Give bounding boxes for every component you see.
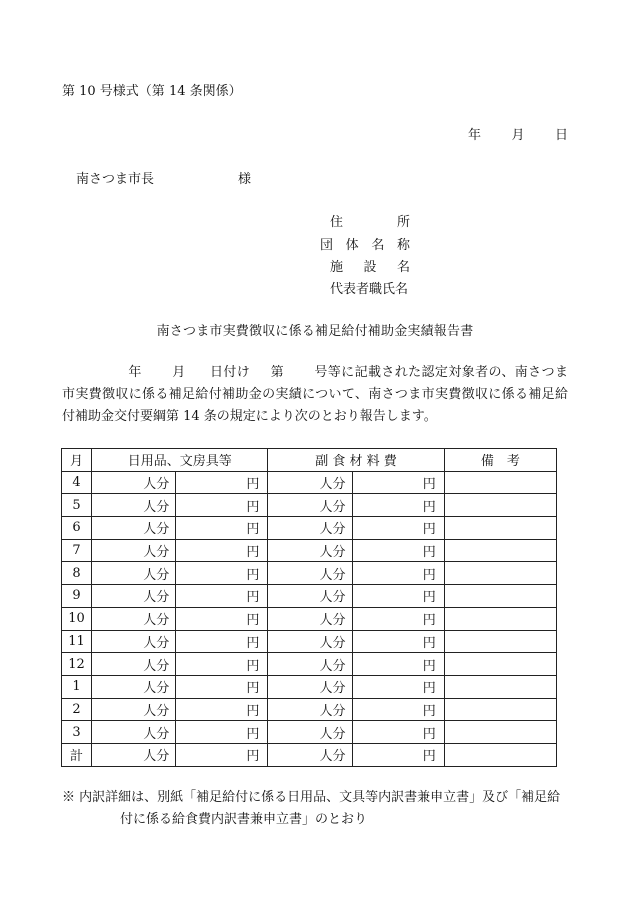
table-row: [62, 698, 557, 721]
month-cell: 1: [62, 675, 92, 698]
supplies-people-cell: 人分: [92, 653, 176, 676]
month-cell: 10: [62, 607, 92, 630]
label-char: 体: [345, 238, 359, 253]
remarks-cell[interactable]: [444, 585, 556, 608]
food-people-cell: 人分: [268, 721, 352, 744]
supplies-people-cell: 人分: [92, 517, 176, 540]
food-people-cell: 人分: [268, 743, 352, 766]
month-cell: 8: [62, 562, 92, 585]
food-yen-cell: 円: [352, 630, 444, 653]
food-people-cell: 人分: [268, 494, 352, 517]
form-number: 第 10 号様式（第 14 条関係）: [62, 84, 242, 99]
table-row: [62, 653, 557, 676]
addressee-name: 南さつま市長: [76, 172, 155, 187]
month-cell: 12: [62, 653, 92, 676]
body-text: [62, 362, 568, 428]
food-yen-cell: 円: [352, 698, 444, 721]
food-yen-cell: 円: [352, 607, 444, 630]
remarks-cell[interactable]: [444, 630, 556, 653]
month-cell: 7: [62, 539, 92, 562]
food-people-cell: 人分: [268, 675, 352, 698]
applicant-facility-label: [330, 256, 410, 275]
supplies-people-cell: 人分: [92, 721, 176, 744]
supplies-yen-cell: 円: [176, 675, 268, 698]
remarks-cell[interactable]: [444, 607, 556, 630]
label-char: 住: [330, 215, 344, 230]
applicant-address-label: [330, 211, 410, 230]
remarks-cell[interactable]: [444, 494, 556, 517]
footnote-part2: 付に係る給食費内訳書兼申立書」のとおり: [120, 812, 368, 827]
food-yen-cell: 円: [352, 517, 444, 540]
table-row: [62, 721, 557, 744]
table-row: [62, 494, 557, 517]
supplies-yen-cell: 円: [176, 721, 268, 744]
date-line: [468, 124, 568, 143]
food-yen-cell: 円: [352, 471, 444, 494]
food-people-cell: 人分: [268, 585, 352, 608]
header-supplies: 日用品、文房具等: [92, 449, 268, 472]
supplies-yen-cell: 円: [176, 539, 268, 562]
addressee: [76, 168, 251, 187]
remarks-cell[interactable]: [444, 743, 556, 766]
header-month: 月: [62, 449, 92, 472]
table-body: [62, 471, 557, 766]
body-number-prefix: 第: [270, 365, 284, 380]
label-char: 名: [371, 238, 385, 253]
food-yen-cell: 円: [352, 721, 444, 744]
table-row: [62, 630, 557, 653]
remarks-cell[interactable]: [444, 698, 556, 721]
month-cell: 9: [62, 585, 92, 608]
supplies-people-cell: 人分: [92, 539, 176, 562]
body-day: 日付け: [209, 365, 251, 380]
supplies-people-cell: 人分: [92, 562, 176, 585]
table-row: [62, 471, 557, 494]
table-row: [62, 539, 557, 562]
label-char: 所: [396, 215, 410, 230]
remarks-cell[interactable]: [444, 653, 556, 676]
addressee-honorific: 様: [238, 172, 252, 187]
food-people-cell: 人分: [268, 539, 352, 562]
food-yen-cell: 円: [352, 675, 444, 698]
supplies-yen-cell: 円: [176, 743, 268, 766]
food-yen-cell: 円: [352, 585, 444, 608]
supplies-yen-cell: 円: [176, 653, 268, 676]
document-title: 南さつま市実費徴収に係る補足給付補助金実績報告書: [156, 324, 474, 339]
supplies-people-cell: 人分: [92, 494, 176, 517]
food-yen-cell: 円: [352, 743, 444, 766]
month-cell: 5: [62, 494, 92, 517]
body-paragraph: 号等に記載された認定対象者の、南さつま市実費徴収に係る補足給付補助金の実績について、南さつま市実費徴収に係る補足給付補助金交付要綱第 14 条の規定により次のとおり報告します。: [62, 365, 568, 424]
supplies-yen-cell: 円: [176, 562, 268, 585]
month-cell: 4: [62, 471, 92, 494]
supplies-people-cell: 人分: [92, 743, 176, 766]
date-year-label: 年: [468, 128, 482, 143]
table-row: [62, 585, 557, 608]
label-char: 施: [330, 260, 344, 275]
remarks-cell[interactable]: [444, 562, 556, 585]
table-row: [62, 562, 557, 585]
remarks-cell[interactable]: [444, 471, 556, 494]
footnote-part1: ※ 内訳詳細は、別紙「補足給付に係る日用品、文具等内訳書兼申立書」及び「補足給: [62, 790, 561, 805]
food-yen-cell: 円: [352, 653, 444, 676]
supplies-yen-cell: 円: [176, 471, 268, 494]
applicant-organization-label: [320, 234, 410, 253]
food-people-cell: 人分: [268, 471, 352, 494]
month-cell: 2: [62, 698, 92, 721]
table-row: [62, 517, 557, 540]
supplies-yen-cell: 円: [176, 494, 268, 517]
month-cell: 11: [62, 630, 92, 653]
remarks-cell[interactable]: [444, 721, 556, 744]
food-people-cell: 人分: [268, 607, 352, 630]
supplies-people-cell: 人分: [92, 630, 176, 653]
supplies-people-cell: 人分: [92, 471, 176, 494]
table-header-row: [62, 449, 557, 472]
remarks-cell[interactable]: [444, 539, 556, 562]
food-yen-cell: 円: [352, 562, 444, 585]
date-day-label: 日: [554, 128, 568, 143]
label-char: 称: [396, 238, 410, 253]
remarks-cell[interactable]: [444, 517, 556, 540]
label-char: 団: [320, 238, 334, 253]
food-people-cell: 人分: [268, 517, 352, 540]
supplies-yen-cell: 円: [176, 630, 268, 653]
header-remarks: 備 考: [444, 449, 556, 472]
label-char: 設: [363, 260, 377, 275]
food-people-cell: 人分: [268, 698, 352, 721]
date-month-label: 月: [511, 128, 525, 143]
table-row: [62, 607, 557, 630]
month-cell: 計: [62, 743, 92, 766]
table-row: [62, 675, 557, 698]
body-month: 月: [171, 365, 186, 380]
supplies-yen-cell: 円: [176, 517, 268, 540]
month-cell: 3: [62, 721, 92, 744]
food-people-cell: 人分: [268, 653, 352, 676]
food-yen-cell: 円: [352, 494, 444, 517]
report-table: [61, 448, 557, 767]
remarks-cell[interactable]: [444, 675, 556, 698]
supplies-people-cell: 人分: [92, 607, 176, 630]
footnote: [62, 787, 572, 831]
food-people-cell: 人分: [268, 562, 352, 585]
food-people-cell: 人分: [268, 630, 352, 653]
applicant-representative-label: 代表者職氏名: [330, 282, 409, 297]
body-year: 年: [128, 365, 142, 380]
table-row: [62, 743, 557, 766]
header-food: 副 食 材 料 費: [268, 449, 444, 472]
supplies-people-cell: 人分: [92, 675, 176, 698]
supplies-yen-cell: 円: [176, 585, 268, 608]
supplies-people-cell: 人分: [92, 698, 176, 721]
food-yen-cell: 円: [352, 539, 444, 562]
supplies-yen-cell: 円: [176, 607, 268, 630]
month-cell: 6: [62, 517, 92, 540]
supplies-people-cell: 人分: [92, 585, 176, 608]
supplies-yen-cell: 円: [176, 698, 268, 721]
label-char: 名: [396, 260, 410, 275]
